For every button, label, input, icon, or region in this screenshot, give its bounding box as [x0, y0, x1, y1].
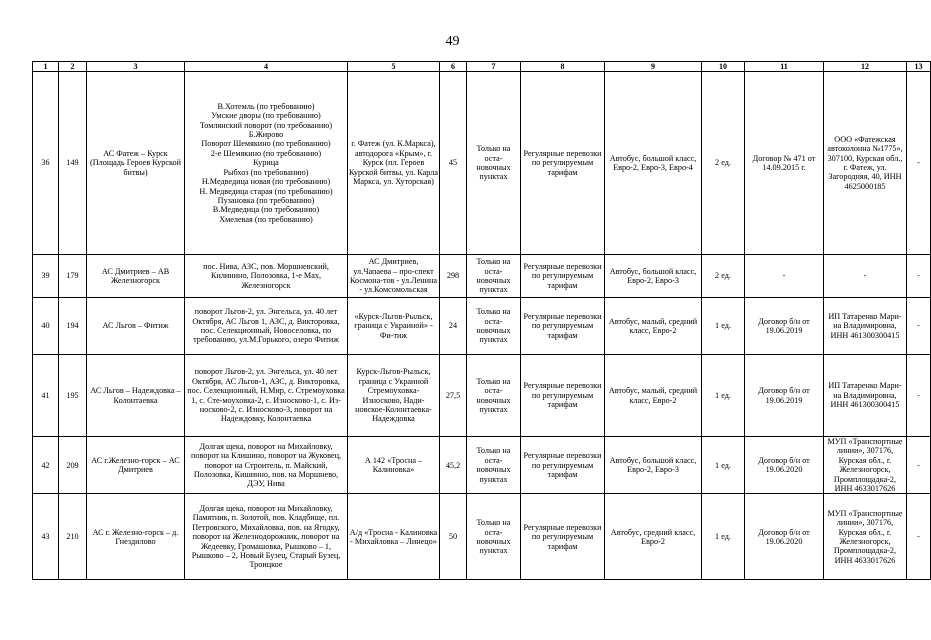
route-length-cell: 45,2	[440, 437, 467, 494]
transport-type-cell: Регулярные перевозки по регулируемым тарифам	[521, 437, 605, 494]
table-row	[33, 72, 931, 255]
table-row	[33, 298, 931, 355]
stop-procedure-cell: Только на оста-новочных пунктах	[467, 355, 521, 437]
vehicle-class-cell: Автобус, малый, средний класс, Евро-2	[605, 355, 702, 437]
transport-type-cell: Регулярные перевозки по регулируемым тарифам	[521, 355, 605, 437]
streets-roads-cell: «Курск-Льгов-Рыльск, граница с Украиной» - Фи-тиж	[348, 298, 440, 355]
stop-procedure-cell: Только на оста-новочных пунктах	[467, 437, 521, 494]
route-length-cell: 45	[440, 72, 467, 255]
contract-cell: -	[745, 255, 824, 298]
transport-type-cell: Регулярные перевозки по регулируемым тарифам	[521, 298, 605, 355]
streets-roads-cell: г. Фатеж (ул. К.Маркса), автодорога «Крым», г. Курск (пл. Героев Курской битвы, ул. Карла Маркса, ул. Хуторская)	[348, 72, 440, 255]
col-header: 8	[521, 62, 605, 72]
vehicle-count-cell: 1 ед.	[702, 494, 745, 580]
row-number-cell: 41	[33, 355, 59, 437]
route-number-cell: 179	[59, 255, 87, 298]
col-header: 5	[348, 62, 440, 72]
route-number-cell: 210	[59, 494, 87, 580]
table-row	[33, 494, 931, 580]
carrier-cell: -	[824, 255, 907, 298]
vehicle-class-cell: Автобус, средний класс, Евро-2	[605, 494, 702, 580]
table-row	[33, 437, 931, 494]
streets-roads-cell: АС Дмитриев, ул.Чапаева – про-спект Космона-тов - ул.Ленина - ул.Комсомольская	[348, 255, 440, 298]
vehicle-count-cell: 2 ед.	[702, 255, 745, 298]
carrier-cell: ООО «Фатежская автоколонна №1775», 307100, Курская обл., г. Фатеж, ул. Загородняя, 40, ИНН 4625000185	[824, 72, 907, 255]
row-number-cell: 40	[33, 298, 59, 355]
contract-cell: Договор б/н от 19.06.2020	[745, 494, 824, 580]
stop-procedure-cell: Только на оста-новочных пунктах	[467, 298, 521, 355]
intermediate-stops-cell: Долгая щека, поворот на Михайловку, Памятник, п. Золотой, пов. Кладбище, пл. Петровского, Михайловка, пов. на Ягодку, поворот на Железнодорожник, поворот на Жедеевку, Громашовка, Рышково – 1, Рышково – 2, Новый Бузец, Старый Бузец, Троицкое	[185, 494, 348, 580]
route-length-cell: 298	[440, 255, 467, 298]
stop-procedure-cell: Только на оста-новочных пунктах	[467, 72, 521, 255]
route-name-cell: АС г. Железно-горск – д. Гнездилово	[87, 494, 185, 580]
vehicle-class-cell: Автобус, большой класс, Евро-2, Евро-3	[605, 255, 702, 298]
route-name-cell: АС Льгов – Надеждовка – Колонтаевка	[87, 355, 185, 437]
vehicle-count-cell: 2 ед.	[702, 72, 745, 255]
notes-cell: -	[907, 72, 931, 255]
notes-cell: -	[907, 494, 931, 580]
route-length-cell: 50	[440, 494, 467, 580]
vehicle-count-cell: 1 ед.	[702, 355, 745, 437]
vehicle-class-cell: Автобус, большой класс, Евро-2, Евро-3, Евро-4	[605, 72, 702, 255]
notes-cell: -	[907, 437, 931, 494]
carrier-cell: ИП Татаренко Мари-на Владимировна, ИНН 461300300415	[824, 298, 907, 355]
contract-cell: Договор № 471 от 14.09.2015 г.	[745, 72, 824, 255]
contract-cell: Договор б/н от 19.06.2020	[745, 437, 824, 494]
row-number-cell: 42	[33, 437, 59, 494]
stop-procedure-cell: Только на оста-новочных пунктах	[467, 494, 521, 580]
carrier-cell: МУП «Транспортные линии», 307176, Курская обл., г. Железногорск, Промплощадка-2, ИНН 4633017626	[824, 437, 907, 494]
route-number-cell: 195	[59, 355, 87, 437]
route-length-cell: 27,5	[440, 355, 467, 437]
route-name-cell: АС г.Железно-горск – АС Дмитриев	[87, 437, 185, 494]
transport-type-cell: Регулярные перевозки по регулируемым тарифам	[521, 494, 605, 580]
contract-cell: Договор б/н от 19.06.2019	[745, 355, 824, 437]
intermediate-stops-cell: В.Хотемль (по требованию) Умские дворы (по требованию) Томлянский поворот (по требованию) Б.Жирово Поворот Шемякино (по требованию) 2-е Шемякино (по требованию) Курица Рыбхоз (по требованию) Н.Медведица новая (по требованию) Н. Медведица старая (по требованию) Пузановка (по требованию) В.Медведица (по требованию) Хмелевая (по требованию)	[185, 72, 348, 255]
carrier-cell: МУП «Транспортные линии», 307176, Курская обл., г. Железногорск, Промплощадка-2, ИНН 4633017626	[824, 494, 907, 580]
route-number-cell: 209	[59, 437, 87, 494]
routes-table	[32, 61, 931, 580]
notes-cell: -	[907, 298, 931, 355]
col-header: 4	[185, 62, 348, 72]
carrier-cell: ИП Татаренко Мари-на Владимировна, ИНН 461300300415	[824, 355, 907, 437]
vehicle-count-cell: 1 ед.	[702, 437, 745, 494]
streets-roads-cell: А/д «Тросна - Калиновка - Михайловка – Линецо»	[348, 494, 440, 580]
vehicle-class-cell: Автобус, большой класс, Евро-2, Евро-3	[605, 437, 702, 494]
col-header: 7	[467, 62, 521, 72]
route-number-cell: 149	[59, 72, 87, 255]
contract-cell: Договор б/н от 19.06.2019	[745, 298, 824, 355]
col-header: 1	[33, 62, 59, 72]
col-header: 11	[745, 62, 824, 72]
col-header: 2	[59, 62, 87, 72]
vehicle-count-cell: 1 ед.	[702, 298, 745, 355]
route-name-cell: АС Льгов – Фитиж	[87, 298, 185, 355]
streets-roads-cell: Курск-Льгов-Рыльск, граница с Украиной Стремоуховка-Износково, Нади-новское-Колонтаевка-Надеждовка	[348, 355, 440, 437]
intermediate-stops-cell: пос. Нива, АЗС, пов. Моршневский, Килинино, Полозовка, 1-е Мах, Железногорск	[185, 255, 348, 298]
col-header: 10	[702, 62, 745, 72]
col-header: 9	[605, 62, 702, 72]
streets-roads-cell: А 142 «Тросна – Калиновка»	[348, 437, 440, 494]
route-number-cell: 194	[59, 298, 87, 355]
intermediate-stops-cell: Долгая щека, поворот на Михайловку, поворот на Клишино, поворот на Жуковец, поворот на Строитель, п. Майский, Полозовка, Кишинно, пов. на Моршнево, ДЭУ, Нива	[185, 437, 348, 494]
intermediate-stops-cell: поворот Льгов-2, ул. Энгельса, ул. 40 лет Октября, АС Льгов 1, АЗС, д. Викторовка, пос. Селекционный, Новоселовка, по требованию, ул.М.Горького, озеро Фитиж	[185, 298, 348, 355]
route-length-cell: 24	[440, 298, 467, 355]
intermediate-stops-cell: поворот Льгов-2, ул. Энгельса, ул. 40 лет Октября, АС Льгов-1, АЗС, д. Викторовка, пос. Селекционный, Н.Мир, с. Стремоуховка 1, с. Сте-моуховка-2, с. Износково-1, с. Из-носково-2, с. Износково-3, поворот на Надеждовку, Колонтаевка	[185, 355, 348, 437]
row-number-cell: 39	[33, 255, 59, 298]
notes-cell: -	[907, 255, 931, 298]
notes-cell: -	[907, 355, 931, 437]
transport-type-cell: Регулярные перевозки по регулируемым тарифам	[521, 72, 605, 255]
col-header: 12	[824, 62, 907, 72]
route-name-cell: АС Фатеж – Курск (Площадь Героев Курской битвы)	[87, 72, 185, 255]
col-header: 13	[907, 62, 931, 72]
table-row	[33, 355, 931, 437]
page-number: 49	[445, 34, 460, 49]
header-row	[33, 62, 931, 72]
col-header: 6	[440, 62, 467, 72]
row-number-cell: 43	[33, 494, 59, 580]
stop-procedure-cell: Только на оста-новочных пунктах	[467, 255, 521, 298]
table-row	[33, 255, 931, 298]
row-number-cell: 36	[33, 72, 59, 255]
vehicle-class-cell: Автобус, малый, средний класс, Евро-2	[605, 298, 702, 355]
col-header: 3	[87, 62, 185, 72]
transport-type-cell: Регулярные перевозки по регулируемым тарифам	[521, 255, 605, 298]
route-name-cell: АС Дмитриев – АВ Железногорск	[87, 255, 185, 298]
